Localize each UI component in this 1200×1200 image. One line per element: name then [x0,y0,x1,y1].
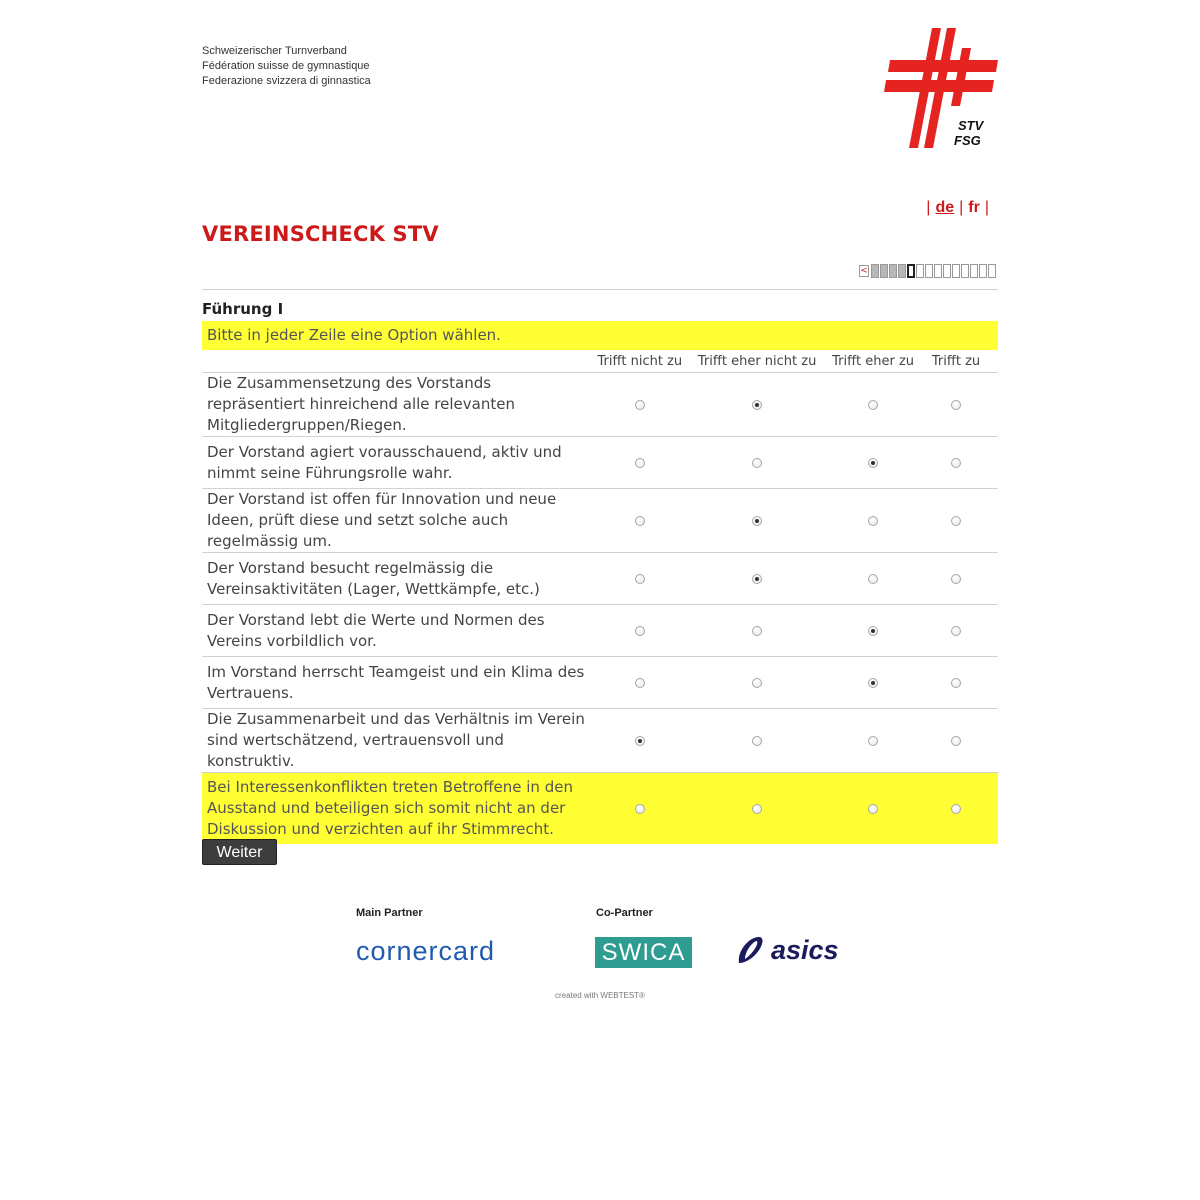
question-text: Der Vorstand ist offen für Innovation und neue Ideen, prüft diese und setzt solche auch regelmässig um. [202,489,597,553]
instruction-banner: Bitte in jeder Zeile eine Option wählen. [202,321,998,350]
matrix-body [202,373,998,845]
lang-separator: | [959,199,964,216]
progress-segment [988,264,996,278]
page [202,0,998,1200]
radio-option[interactable] [951,736,961,746]
radio-option[interactable] [868,458,878,468]
radio-option[interactable] [951,678,961,688]
radio-option[interactable] [635,574,645,584]
progress-segment [934,264,942,278]
question-text: Die Zusammensetzung des Vorstands repräsentiert hinreichend alle relevanten Mitgliedergruppen/Riegen. [202,373,597,437]
radio-option[interactable] [752,458,762,468]
progress-segment [880,264,888,278]
column-header: Trifft zu [914,350,998,373]
page-title: VEREINSCHECK STV [202,222,439,246]
next-button[interactable]: Weiter [202,839,277,865]
webtest-credit: created with WEBTEST® [555,991,645,1000]
option-cell [682,773,832,845]
radio-option[interactable] [635,400,645,410]
option-cell [914,709,998,773]
option-cell [914,657,998,709]
option-cell [682,489,832,553]
question-text: Der Vorstand agiert vorausschauend, aktiv und nimmt seine Führungsrolle wahr. [202,437,597,489]
progress-segment [952,264,960,278]
matrix-header-row [202,350,998,373]
question-text: Der Vorstand lebt die Werte und Normen des Vereins vorbildlich vor. [202,605,597,657]
progress-bar [859,264,996,278]
org-name-de: Schweizerischer Turnverband [202,45,347,57]
lang-de-link[interactable]: de [935,199,955,216]
divider [202,289,998,290]
option-cell [832,709,914,773]
column-header: Trifft eher nicht zu [682,350,832,373]
option-cell [682,373,832,437]
radio-option[interactable] [868,736,878,746]
column-header: Trifft eher zu [832,350,914,373]
cornercard-logo: cornercard [356,936,496,966]
column-header: Trifft nicht zu [597,350,682,373]
option-cell [914,773,998,845]
main-partner-label: Main Partner [356,907,423,919]
question-row [202,489,998,553]
option-cell [682,709,832,773]
radio-option[interactable] [635,736,645,746]
option-cell [914,553,998,605]
radio-option[interactable] [951,626,961,636]
option-cell [597,605,682,657]
option-cell [914,373,998,437]
option-cell [682,657,832,709]
org-name-it: Federazione svizzera di ginnastica [202,75,371,87]
radio-option[interactable] [951,804,961,814]
radio-option[interactable] [752,736,762,746]
progress-segment [898,264,906,278]
radio-option[interactable] [752,574,762,584]
question-text: Der Vorstand besucht regelmässig die Vereinsaktivitäten (Lager, Wettkämpfe, etc.) [202,553,597,605]
progress-segment [961,264,969,278]
progress-segment [889,264,897,278]
question-row [202,553,998,605]
radio-option[interactable] [752,804,762,814]
option-cell [914,489,998,553]
option-cell [832,437,914,489]
radio-option[interactable] [635,458,645,468]
radio-option[interactable] [868,678,878,688]
progress-segment [871,264,879,278]
question-row [202,605,998,657]
logo-text-fsg: FSG [954,133,981,148]
organization-names [202,44,371,89]
progress-segment [970,264,978,278]
option-cell [682,437,832,489]
option-cell [597,773,682,845]
radio-option[interactable] [868,516,878,526]
question-row [202,709,998,773]
progress-segment [943,264,951,278]
matrix-header-blank [202,350,597,373]
question-row [202,437,998,489]
question-row [202,373,998,437]
progress-segment [979,264,987,278]
option-cell [597,437,682,489]
stv-logo [882,26,1000,150]
radio-option[interactable] [752,400,762,410]
option-cell [832,373,914,437]
radio-option[interactable] [951,458,961,468]
question-row-missing [202,773,998,845]
question-text: Bei Interessenkonflikten treten Betroffene in den Ausstand und beteiligen sich somit nicht an der Diskussion und verzichten auf ihr Stimmrecht. [202,773,597,845]
radio-option[interactable] [752,626,762,636]
radio-option[interactable] [868,574,878,584]
question-text: Im Vorstand herrscht Teamgeist und ein Klima des Vertrauens. [202,657,597,709]
option-cell [682,553,832,605]
radio-option[interactable] [951,400,961,410]
lang-fr-link[interactable]: fr [968,199,980,216]
co-partner-label: Co-Partner [596,907,653,919]
swica-logo: SWICA [595,937,692,968]
progress-segment-current [907,264,915,278]
progress-back-button[interactable]: < [860,266,868,276]
radio-option[interactable] [951,574,961,584]
asics-stripes-icon [735,933,769,967]
option-cell [832,605,914,657]
org-name-fr: Fédération suisse de gymnastique [202,60,370,72]
question-row [202,657,998,709]
logo-text-stv: STV [958,118,984,133]
option-cell [914,605,998,657]
lang-separator: | [926,199,931,216]
progress-segment [916,264,924,278]
radio-option[interactable] [635,626,645,636]
option-cell [832,489,914,553]
option-cell [914,437,998,489]
radio-option[interactable] [868,400,878,410]
option-cell [597,657,682,709]
option-cell [832,553,914,605]
progress-segment [925,264,933,278]
lang-separator: | [984,199,989,216]
radio-option[interactable] [635,678,645,688]
radio-option[interactable] [868,804,878,814]
asics-wordmark: asics [771,934,839,965]
option-cell [832,657,914,709]
radio-option[interactable] [868,626,878,636]
option-cell [597,553,682,605]
option-cell [597,489,682,553]
question-text: Die Zusammenarbeit und das Verhältnis im Verein sind wertschätzend, vertrauensvoll und konstruktiv. [202,709,597,773]
radio-option[interactable] [635,516,645,526]
option-cell [832,773,914,845]
language-switcher [921,199,994,217]
option-cell [597,709,682,773]
option-cell [597,373,682,437]
radio-option[interactable] [635,804,645,814]
radio-option[interactable] [951,516,961,526]
section-title: Führung I [202,300,284,318]
radio-option[interactable] [752,516,762,526]
question-matrix [202,350,998,844]
asics-logo [735,932,839,968]
option-cell [682,605,832,657]
radio-option[interactable] [752,678,762,688]
